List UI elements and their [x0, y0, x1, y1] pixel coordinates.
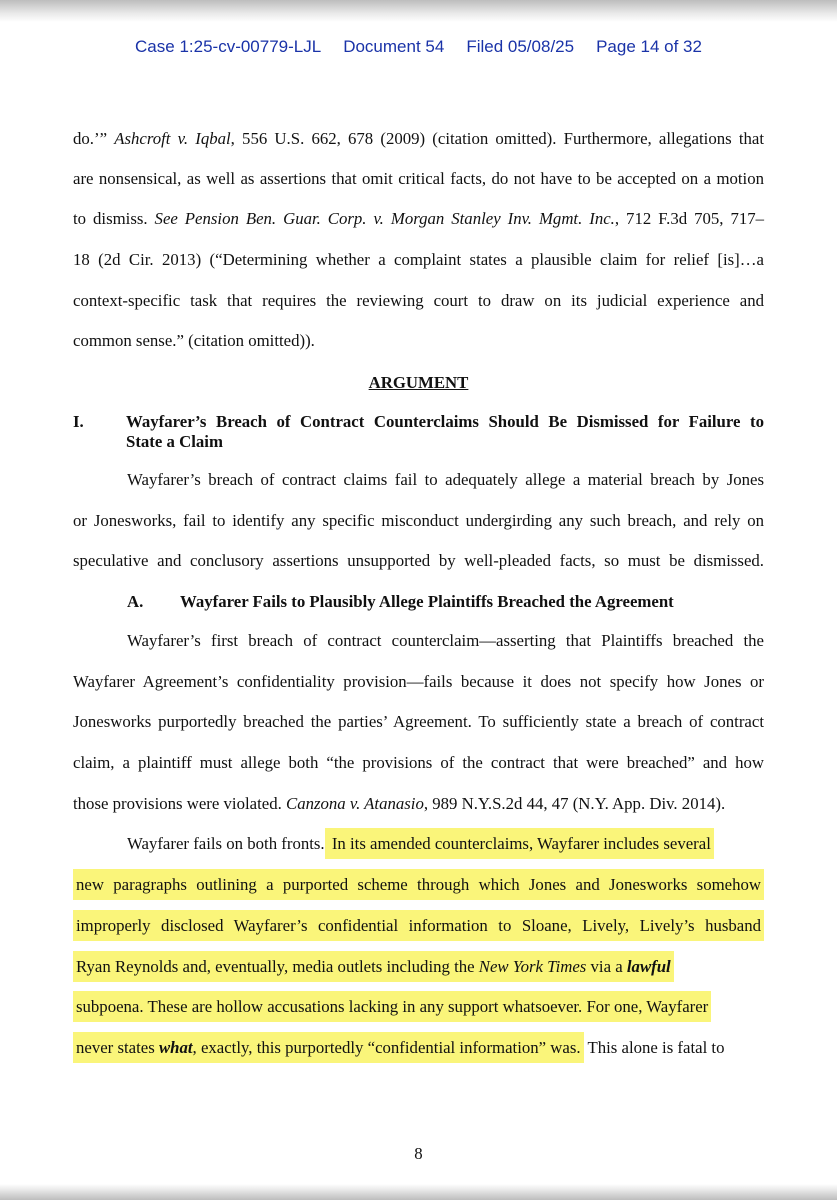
argument-heading: ARGUMENT — [368, 373, 469, 392]
para2-line2: or Jonesworks, fail to identify any specific misconduct undergirding any such breach, and rely on — [73, 511, 764, 530]
subsectionA-letter: A. — [127, 592, 144, 611]
para1-line3: to dismiss. See Pension Ben. Guar. Corp. v. Morgan Stanley Inv. Mgmt. Inc., 712 F.3d 705, 717– — [73, 209, 765, 228]
para2-line3: speculative and conclusory assertions unsupported by well-pleaded facts, so must be dismissed. — [73, 551, 764, 570]
section1-title-line2: State a Claim — [126, 432, 223, 451]
case-number: Case 1:25-cv-00779-LJL — [135, 37, 322, 56]
document-number: Document 54 — [343, 37, 445, 56]
highlight: In its amended counterclaims, Wayfarer includes several — [325, 828, 714, 859]
para1-line2: are nonsensical, as well as assertions that omit critical facts, do not have to be accepted on a motion — [73, 169, 764, 188]
para3-line4: claim, a plaintiff must allege both “the provisions of the contract that were breached” and how — [73, 753, 764, 772]
para3-line2: Wayfarer Agreement’s confidentiality provision—fails because it does not specify how Jones or — [73, 672, 764, 691]
para4-line5 — [73, 996, 764, 1018]
para1-line6: common sense.” (citation omitted)). — [73, 331, 315, 350]
para4-line3 — [73, 915, 764, 937]
page-count: Page 14 of 32 — [596, 37, 702, 56]
para4-line4 — [73, 956, 764, 978]
para4-line1: Wayfarer fails on both fronts. In its amended counterclaims, Wayfarer includes several — [127, 833, 764, 855]
para1-line1: do.’” Ashcroft v. Iqbal, 556 U.S. 662, 678 (2009) (citation omitted). Furthermore, allegations that — [73, 129, 764, 148]
para1-line5: context-specific task that requires the reviewing court to draw on its judicial experience and — [73, 291, 764, 310]
highlight: never states what, exactly, this purportedly “confidential information” was. — [73, 1032, 584, 1063]
viewer-bottom-edge — [0, 1184, 837, 1200]
subsectionA-title: Wayfarer Fails to Plausibly Allege Plaintiffs Breached the Agreement — [180, 592, 674, 611]
highlight: new paragraphs outlining a purported scheme through which Jones and Jonesworks somehow — [73, 869, 764, 900]
case-header — [0, 37, 837, 57]
page-number: 8 — [414, 1144, 423, 1163]
section1-title-line1: Wayfarer’s Breach of Contract Counterclaims Should Be Dismissed for Failure to — [126, 412, 764, 431]
section1-number: I. — [73, 412, 84, 431]
para1-line4: 18 (2d Cir. 2013) (“Determining whether a complaint states a plausible claim for relief [is]…a — [73, 250, 764, 269]
highlight: improperly disclosed Wayfarer’s confidential information to Sloane, Lively, Lively’s husband — [73, 910, 764, 941]
viewer-top-edge — [0, 0, 837, 22]
para3-line5: those provisions were violated. Canzona v. Atanasio, 989 N.Y.S.2d 44, 47 (N.Y. App. Div. 2014). — [73, 794, 726, 813]
highlight: Ryan Reynolds and, eventually, media outlets including the New York Times via a lawful — [73, 951, 674, 982]
para4-line6: never states what, exactly, this purportedly “confidential information” was. This alone is fatal to — [73, 1037, 764, 1059]
para2-line1: Wayfarer’s breach of contract claims fail to adequately allege a material breach by Jones — [127, 470, 764, 489]
highlight: subpoena. These are hollow accusations lacking in any support whatsoever. For one, Wayfarer — [73, 991, 711, 1022]
para3-line1: Wayfarer’s first breach of contract counterclaim—asserting that Plaintiffs breached the — [127, 631, 764, 650]
filed-date: Filed 05/08/25 — [466, 37, 575, 56]
para3-line3: Jonesworks purportedly breached the parties’ Agreement. To sufficiently state a breach of contract — [73, 712, 764, 731]
para4-line2 — [73, 874, 764, 896]
